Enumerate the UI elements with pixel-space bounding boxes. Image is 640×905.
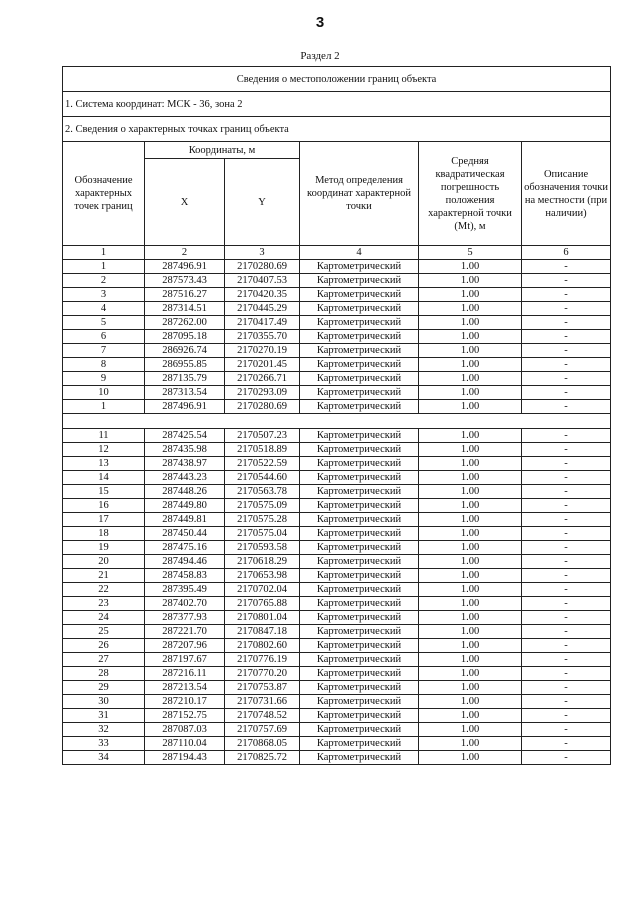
description-cell: - bbox=[522, 513, 611, 527]
x-coordinate-cell: 287438.97 bbox=[145, 457, 225, 471]
y-coordinate-cell: 2170293.09 bbox=[225, 386, 300, 400]
point-id-cell: 14 bbox=[63, 471, 145, 485]
table-row bbox=[63, 681, 611, 695]
method-cell: Картометрический bbox=[300, 527, 419, 541]
table-row bbox=[63, 302, 611, 316]
y-coordinate-cell: 2170280.69 bbox=[225, 260, 300, 274]
description-cell: - bbox=[522, 288, 611, 302]
x-coordinate-cell: 287425.54 bbox=[145, 429, 225, 443]
method-cell: Картометрический bbox=[300, 316, 419, 330]
column-number: 6 bbox=[522, 246, 611, 260]
x-coordinate-cell: 287475.16 bbox=[145, 541, 225, 555]
point-id-cell: 3 bbox=[63, 288, 145, 302]
x-coordinate-cell: 287496.91 bbox=[145, 260, 225, 274]
y-coordinate-cell: 2170575.04 bbox=[225, 527, 300, 541]
point-id-cell: 11 bbox=[63, 429, 145, 443]
method-cell: Картометрический bbox=[300, 541, 419, 555]
point-id-cell: 16 bbox=[63, 499, 145, 513]
description-cell: - bbox=[522, 681, 611, 695]
x-coordinate-cell: 287314.51 bbox=[145, 302, 225, 316]
x-coordinate-cell: 287221.70 bbox=[145, 625, 225, 639]
x-coordinate-cell: 287458.83 bbox=[145, 569, 225, 583]
y-coordinate-cell: 2170765.88 bbox=[225, 597, 300, 611]
y-coordinate-cell: 2170757.69 bbox=[225, 723, 300, 737]
header-method: Метод определения координат характерной точки bbox=[300, 142, 419, 246]
point-id-cell: 33 bbox=[63, 737, 145, 751]
table-row bbox=[63, 499, 611, 513]
method-cell: Картометрический bbox=[300, 569, 419, 583]
description-cell: - bbox=[522, 653, 611, 667]
y-coordinate-cell: 2170280.69 bbox=[225, 400, 300, 414]
x-coordinate-cell: 287443.23 bbox=[145, 471, 225, 485]
page-number: 3 bbox=[315, 14, 325, 31]
x-coordinate-cell: 287135.79 bbox=[145, 372, 225, 386]
x-coordinate-cell: 287213.54 bbox=[145, 681, 225, 695]
y-coordinate-cell: 2170801.04 bbox=[225, 611, 300, 625]
method-cell: Картометрический bbox=[300, 330, 419, 344]
method-cell: Картометрический bbox=[300, 485, 419, 499]
method-cell: Картометрический bbox=[300, 513, 419, 527]
table-row bbox=[63, 358, 611, 372]
y-coordinate-cell: 2170355.70 bbox=[225, 330, 300, 344]
table-row bbox=[63, 429, 611, 443]
method-cell: Картометрический bbox=[300, 667, 419, 681]
point-id-cell: 2 bbox=[63, 274, 145, 288]
table-row bbox=[63, 344, 611, 358]
table-row bbox=[63, 316, 611, 330]
method-cell: Картометрический bbox=[300, 695, 419, 709]
method-cell: Картометрический bbox=[300, 681, 419, 695]
method-cell: Картометрический bbox=[300, 499, 419, 513]
description-cell: - bbox=[522, 316, 611, 330]
y-coordinate-cell: 2170825.72 bbox=[225, 751, 300, 765]
accuracy-cell: 1.00 bbox=[419, 358, 522, 372]
description-cell: - bbox=[522, 274, 611, 288]
description-cell: - bbox=[522, 541, 611, 555]
table-row bbox=[63, 513, 611, 527]
table-row bbox=[63, 443, 611, 457]
table-row bbox=[63, 372, 611, 386]
accuracy-cell: 1.00 bbox=[419, 400, 522, 414]
column-number: 1 bbox=[63, 246, 145, 260]
description-cell: - bbox=[522, 583, 611, 597]
method-cell: Картометрический bbox=[300, 274, 419, 288]
point-id-cell: 26 bbox=[63, 639, 145, 653]
method-cell: Картометрический bbox=[300, 288, 419, 302]
y-coordinate-cell: 2170702.04 bbox=[225, 583, 300, 597]
description-cell: - bbox=[522, 625, 611, 639]
description-cell: - bbox=[522, 527, 611, 541]
accuracy-cell: 1.00 bbox=[419, 583, 522, 597]
point-id-cell: 15 bbox=[63, 485, 145, 499]
table-row bbox=[63, 737, 611, 751]
table-row bbox=[63, 667, 611, 681]
method-cell: Картометрический bbox=[300, 709, 419, 723]
method-cell: Картометрический bbox=[300, 723, 419, 737]
y-coordinate-cell: 2170618.29 bbox=[225, 555, 300, 569]
table-row bbox=[63, 541, 611, 555]
description-cell: - bbox=[522, 302, 611, 316]
accuracy-cell: 1.00 bbox=[419, 611, 522, 625]
point-id-cell: 29 bbox=[63, 681, 145, 695]
table-row bbox=[63, 709, 611, 723]
point-id-cell: 19 bbox=[63, 541, 145, 555]
description-cell: - bbox=[522, 386, 611, 400]
description-cell: - bbox=[522, 639, 611, 653]
point-id-cell: 9 bbox=[63, 372, 145, 386]
point-id-cell: 5 bbox=[63, 316, 145, 330]
separator-cell bbox=[63, 414, 611, 429]
point-id-cell: 28 bbox=[63, 667, 145, 681]
accuracy-cell: 1.00 bbox=[419, 457, 522, 471]
table-row bbox=[63, 569, 611, 583]
table-row bbox=[63, 583, 611, 597]
y-coordinate-cell: 2170407.53 bbox=[225, 274, 300, 288]
table-row bbox=[63, 471, 611, 485]
x-coordinate-cell: 287087.03 bbox=[145, 723, 225, 737]
x-coordinate-cell: 287377.93 bbox=[145, 611, 225, 625]
description-cell: - bbox=[522, 499, 611, 513]
point-id-cell: 24 bbox=[63, 611, 145, 625]
point-id-cell: 12 bbox=[63, 443, 145, 457]
accuracy-cell: 1.00 bbox=[419, 737, 522, 751]
y-coordinate-cell: 2170420.35 bbox=[225, 288, 300, 302]
point-id-cell: 21 bbox=[63, 569, 145, 583]
table-row bbox=[63, 611, 611, 625]
point-id-cell: 23 bbox=[63, 597, 145, 611]
y-coordinate-cell: 2170201.45 bbox=[225, 358, 300, 372]
description-cell: - bbox=[522, 751, 611, 765]
method-cell: Картометрический bbox=[300, 344, 419, 358]
accuracy-cell: 1.00 bbox=[419, 681, 522, 695]
point-id-cell: 4 bbox=[63, 302, 145, 316]
accuracy-cell: 1.00 bbox=[419, 260, 522, 274]
x-coordinate-cell: 287095.18 bbox=[145, 330, 225, 344]
contour-separator-row bbox=[63, 414, 611, 429]
table-row bbox=[63, 274, 611, 288]
accuracy-cell: 1.00 bbox=[419, 653, 522, 667]
point-id-cell: 1 bbox=[63, 260, 145, 274]
table-row bbox=[63, 330, 611, 344]
column-number: 3 bbox=[225, 246, 300, 260]
y-coordinate-cell: 2170445.29 bbox=[225, 302, 300, 316]
table-row bbox=[63, 485, 611, 499]
description-cell: - bbox=[522, 569, 611, 583]
table-row bbox=[63, 751, 611, 765]
x-coordinate-cell: 286955.85 bbox=[145, 358, 225, 372]
x-coordinate-cell: 287110.04 bbox=[145, 737, 225, 751]
x-coordinate-cell: 287573.43 bbox=[145, 274, 225, 288]
accuracy-cell: 1.00 bbox=[419, 443, 522, 457]
method-cell: Картометрический bbox=[300, 597, 419, 611]
description-cell: - bbox=[522, 737, 611, 751]
point-id-cell: 10 bbox=[63, 386, 145, 400]
y-coordinate-cell: 2170748.52 bbox=[225, 709, 300, 723]
method-cell: Картометрический bbox=[300, 400, 419, 414]
coordinate-system-row: 1. Система координат: МСК - 36, зона 2 bbox=[63, 92, 611, 117]
y-coordinate-cell: 2170575.09 bbox=[225, 499, 300, 513]
accuracy-cell: 1.00 bbox=[419, 751, 522, 765]
table-row bbox=[63, 695, 611, 709]
point-id-cell: 27 bbox=[63, 653, 145, 667]
x-coordinate-cell: 287516.27 bbox=[145, 288, 225, 302]
method-cell: Картометрический bbox=[300, 639, 419, 653]
accuracy-cell: 1.00 bbox=[419, 344, 522, 358]
description-cell: - bbox=[522, 330, 611, 344]
point-id-cell: 17 bbox=[63, 513, 145, 527]
x-coordinate-cell: 287207.96 bbox=[145, 639, 225, 653]
description-cell: - bbox=[522, 485, 611, 499]
description-cell: - bbox=[522, 723, 611, 737]
accuracy-cell: 1.00 bbox=[419, 485, 522, 499]
column-number: 4 bbox=[300, 246, 419, 260]
x-coordinate-cell: 287450.44 bbox=[145, 527, 225, 541]
header-description: Описание обозначения точки на местности (при наличии) bbox=[522, 142, 611, 246]
accuracy-cell: 1.00 bbox=[419, 499, 522, 513]
x-coordinate-cell: 287152.75 bbox=[145, 709, 225, 723]
y-coordinate-cell: 2170653.98 bbox=[225, 569, 300, 583]
table-row bbox=[63, 597, 611, 611]
description-cell: - bbox=[522, 597, 611, 611]
method-cell: Картометрический bbox=[300, 555, 419, 569]
description-cell: - bbox=[522, 471, 611, 485]
table-row bbox=[63, 386, 611, 400]
section-label: Раздел 2 bbox=[300, 50, 340, 62]
x-coordinate-cell: 287449.80 bbox=[145, 499, 225, 513]
description-cell: - bbox=[522, 709, 611, 723]
description-cell: - bbox=[522, 344, 611, 358]
accuracy-cell: 1.00 bbox=[419, 429, 522, 443]
y-coordinate-cell: 2170802.60 bbox=[225, 639, 300, 653]
description-cell: - bbox=[522, 611, 611, 625]
y-coordinate-cell: 2170847.18 bbox=[225, 625, 300, 639]
y-coordinate-cell: 2170522.59 bbox=[225, 457, 300, 471]
method-cell: Картометрический bbox=[300, 751, 419, 765]
accuracy-cell: 1.00 bbox=[419, 316, 522, 330]
accuracy-cell: 1.00 bbox=[419, 288, 522, 302]
point-id-cell: 8 bbox=[63, 358, 145, 372]
x-coordinate-cell: 286926.74 bbox=[145, 344, 225, 358]
point-id-cell: 25 bbox=[63, 625, 145, 639]
description-cell: - bbox=[522, 555, 611, 569]
point-id-cell: 18 bbox=[63, 527, 145, 541]
points-heading-row: 2. Сведения о характерных точках границ объекта bbox=[63, 117, 611, 142]
column-number-row bbox=[63, 246, 611, 260]
description-cell: - bbox=[522, 260, 611, 274]
accuracy-cell: 1.00 bbox=[419, 625, 522, 639]
accuracy-cell: 1.00 bbox=[419, 555, 522, 569]
accuracy-cell: 1.00 bbox=[419, 597, 522, 611]
method-cell: Картометрический bbox=[300, 457, 419, 471]
method-cell: Картометрический bbox=[300, 471, 419, 485]
table-row bbox=[63, 400, 611, 414]
header-x: X bbox=[145, 159, 225, 246]
y-coordinate-cell: 2170417.49 bbox=[225, 316, 300, 330]
x-coordinate-cell: 287262.00 bbox=[145, 316, 225, 330]
y-coordinate-cell: 2170593.58 bbox=[225, 541, 300, 555]
y-coordinate-cell: 2170544.60 bbox=[225, 471, 300, 485]
table-title: Сведения о местоположении границ объекта bbox=[63, 67, 611, 92]
accuracy-cell: 1.00 bbox=[419, 386, 522, 400]
accuracy-cell: 1.00 bbox=[419, 372, 522, 386]
y-coordinate-cell: 2170731.66 bbox=[225, 695, 300, 709]
method-cell: Картометрический bbox=[300, 386, 419, 400]
table-row bbox=[63, 260, 611, 274]
y-coordinate-cell: 2170266.71 bbox=[225, 372, 300, 386]
x-coordinate-cell: 287494.46 bbox=[145, 555, 225, 569]
table-row bbox=[63, 555, 611, 569]
table-row bbox=[63, 457, 611, 471]
accuracy-cell: 1.00 bbox=[419, 302, 522, 316]
table-row bbox=[63, 639, 611, 653]
y-coordinate-cell: 2170753.87 bbox=[225, 681, 300, 695]
point-id-cell: 34 bbox=[63, 751, 145, 765]
y-coordinate-cell: 2170270.19 bbox=[225, 344, 300, 358]
accuracy-cell: 1.00 bbox=[419, 639, 522, 653]
method-cell: Картометрический bbox=[300, 653, 419, 667]
accuracy-cell: 1.00 bbox=[419, 723, 522, 737]
point-id-cell: 7 bbox=[63, 344, 145, 358]
accuracy-cell: 1.00 bbox=[419, 527, 522, 541]
description-cell: - bbox=[522, 372, 611, 386]
point-id-cell: 32 bbox=[63, 723, 145, 737]
table-row bbox=[63, 527, 611, 541]
boundary-points-table bbox=[62, 66, 611, 765]
method-cell: Картометрический bbox=[300, 372, 419, 386]
y-coordinate-cell: 2170563.78 bbox=[225, 485, 300, 499]
description-cell: - bbox=[522, 457, 611, 471]
description-cell: - bbox=[522, 443, 611, 457]
x-coordinate-cell: 287448.26 bbox=[145, 485, 225, 499]
accuracy-cell: 1.00 bbox=[419, 709, 522, 723]
y-coordinate-cell: 2170518.89 bbox=[225, 443, 300, 457]
description-cell: - bbox=[522, 358, 611, 372]
x-coordinate-cell: 287449.81 bbox=[145, 513, 225, 527]
header-y: Y bbox=[225, 159, 300, 246]
x-coordinate-cell: 287496.91 bbox=[145, 400, 225, 414]
accuracy-cell: 1.00 bbox=[419, 274, 522, 288]
accuracy-cell: 1.00 bbox=[419, 471, 522, 485]
header-coordinates: Координаты, м bbox=[145, 142, 300, 159]
column-number: 5 bbox=[419, 246, 522, 260]
description-cell: - bbox=[522, 695, 611, 709]
method-cell: Картометрический bbox=[300, 611, 419, 625]
description-cell: - bbox=[522, 667, 611, 681]
method-cell: Картометрический bbox=[300, 443, 419, 457]
table-row bbox=[63, 653, 611, 667]
accuracy-cell: 1.00 bbox=[419, 513, 522, 527]
accuracy-cell: 1.00 bbox=[419, 667, 522, 681]
accuracy-cell: 1.00 bbox=[419, 541, 522, 555]
x-coordinate-cell: 287197.67 bbox=[145, 653, 225, 667]
x-coordinate-cell: 287194.43 bbox=[145, 751, 225, 765]
x-coordinate-cell: 287395.49 bbox=[145, 583, 225, 597]
point-id-cell: 20 bbox=[63, 555, 145, 569]
x-coordinate-cell: 287435.98 bbox=[145, 443, 225, 457]
x-coordinate-cell: 287216.11 bbox=[145, 667, 225, 681]
point-id-cell: 6 bbox=[63, 330, 145, 344]
header-designation: Обозначение характерных точек границ bbox=[63, 142, 145, 246]
accuracy-cell: 1.00 bbox=[419, 695, 522, 709]
method-cell: Картометрический bbox=[300, 737, 419, 751]
header-accuracy: Средняя квадратическая погрешность положения характерной точки (Mt), м bbox=[419, 142, 522, 246]
point-id-cell: 13 bbox=[63, 457, 145, 471]
y-coordinate-cell: 2170776.19 bbox=[225, 653, 300, 667]
method-cell: Картометрический bbox=[300, 583, 419, 597]
method-cell: Картометрический bbox=[300, 302, 419, 316]
point-id-cell: 30 bbox=[63, 695, 145, 709]
method-cell: Картометрический bbox=[300, 358, 419, 372]
description-cell: - bbox=[522, 429, 611, 443]
point-id-cell: 31 bbox=[63, 709, 145, 723]
accuracy-cell: 1.00 bbox=[419, 330, 522, 344]
table-row bbox=[63, 288, 611, 302]
boundary-table-container bbox=[62, 66, 610, 765]
accuracy-cell: 1.00 bbox=[419, 569, 522, 583]
y-coordinate-cell: 2170770.20 bbox=[225, 667, 300, 681]
method-cell: Картометрический bbox=[300, 429, 419, 443]
y-coordinate-cell: 2170575.28 bbox=[225, 513, 300, 527]
point-id-cell: 1 bbox=[63, 400, 145, 414]
point-id-cell: 22 bbox=[63, 583, 145, 597]
table-row bbox=[63, 625, 611, 639]
method-cell: Картометрический bbox=[300, 260, 419, 274]
method-cell: Картометрический bbox=[300, 625, 419, 639]
table-row bbox=[63, 723, 611, 737]
description-cell: - bbox=[522, 400, 611, 414]
x-coordinate-cell: 287313.54 bbox=[145, 386, 225, 400]
column-number: 2 bbox=[145, 246, 225, 260]
x-coordinate-cell: 287402.70 bbox=[145, 597, 225, 611]
y-coordinate-cell: 2170507.23 bbox=[225, 429, 300, 443]
y-coordinate-cell: 2170868.05 bbox=[225, 737, 300, 751]
x-coordinate-cell: 287210.17 bbox=[145, 695, 225, 709]
